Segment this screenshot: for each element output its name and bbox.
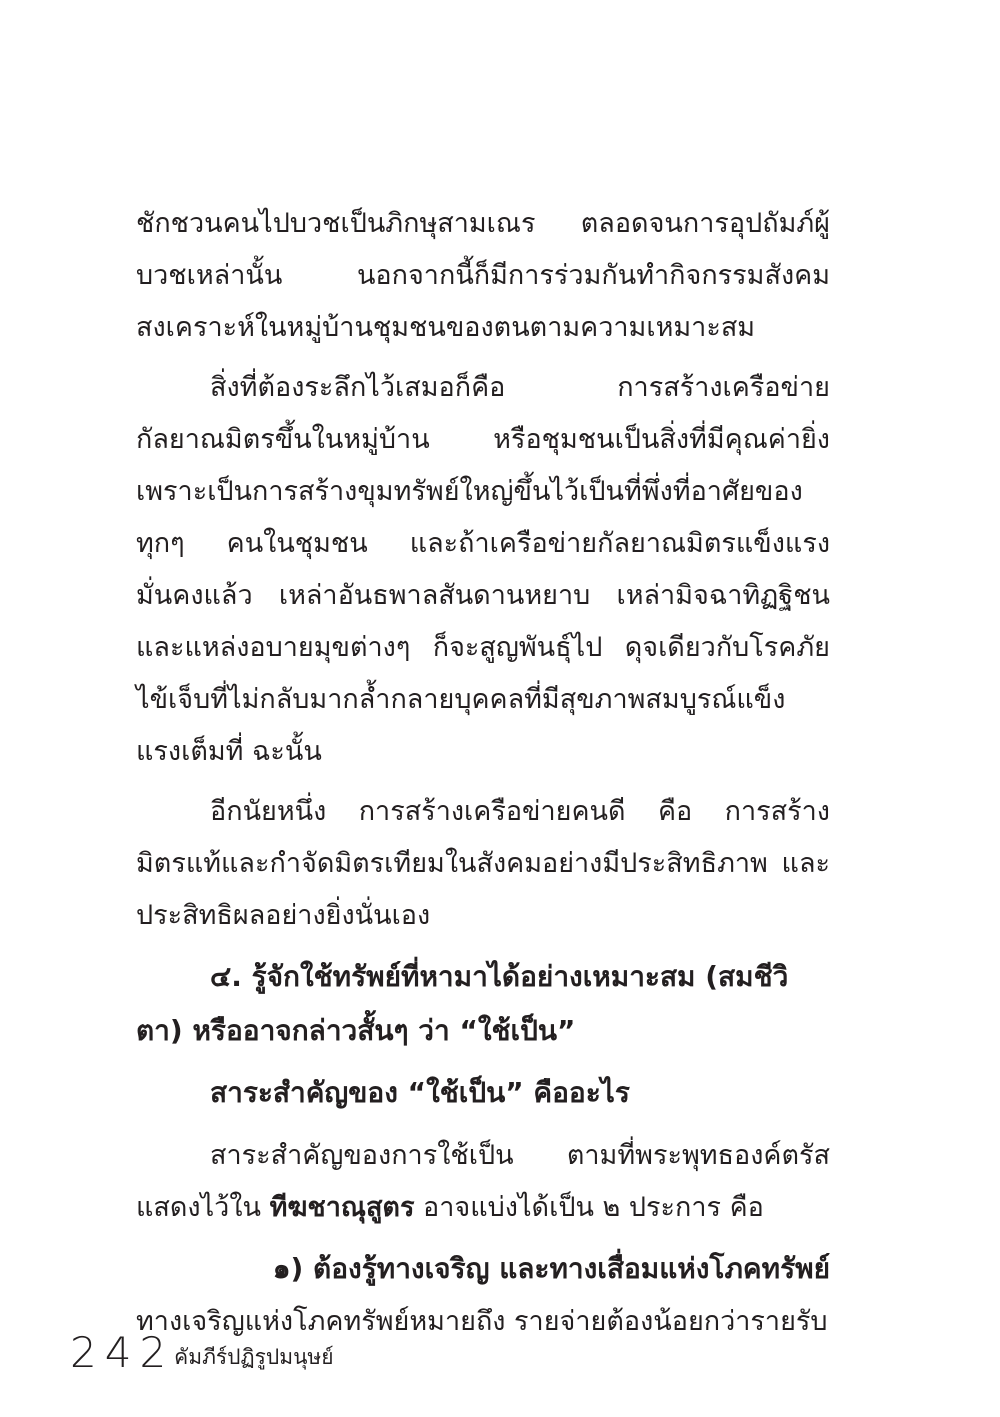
item-1-heading: ๑) ต้องรู้ทางเจริญ และทางเสื่อมแห่งโภคทรัพย์: [272, 1252, 830, 1285]
sutta-name: ทีฆชาณุสูตร: [269, 1192, 415, 1223]
paragraph-4-before: สาระสำคัญของการใช้เป็น ตามที่พระพุทธองค์ตรัสแสดงไว้ใน: [136, 1140, 830, 1223]
paragraph-4: [136, 1130, 830, 1234]
last-line: ทางเจริญแห่งโภคทรัพย์หมายถึง รายจ่ายต้องน้อยกว่ารายรับ: [136, 1306, 828, 1337]
subheading: สาระสำคัญของ “ใช้เป็น” คืออะไร: [210, 1076, 630, 1109]
book-title: คัมภีร์ปฏิรูปมนุษย์: [174, 1345, 334, 1369]
paragraph-4-after: อาจแบ่งได้เป็น ๒ ประการ คือ: [414, 1192, 764, 1223]
page-body: [136, 198, 830, 1356]
page-number: 242: [70, 1328, 175, 1377]
page-footer: [70, 1320, 334, 1376]
paragraph-2: สิ่งที่ต้องระลึกไว้เสมอก็คือ การสร้างเครือข่ายกัลยาณมิตรขึ้นในหมู่บ้าน หรือชุมชนเป็นสิ่งที่มีคุณค่ายิ่ง เพราะเป็นการสร้างขุมทรัพย์ใหญ่ขึ้นไว้เป็นที่พึ่งที่อาศัยของทุกๆ คนในชุมชน และถ้าเครือข่ายกัลยาณมิตรแข็งแรงมั่นคงแล้ว เหล่าอันธพาลสันดานหยาบ เหล่ามิจฉาทิฏฐิชน และแหล่งอบายมุขต่างๆ ก็จะสูญพันธุ์ไป ดุจเดียวกับโรคภัยไข้เจ็บที่ไม่กลับมากล้ำกลายบุคคลที่มีสุขภาพสมบูรณ์แข็งแรงเต็มที่ ฉะนั้น: [136, 372, 830, 767]
paragraph-1: ชักชวนคนไปบวชเป็นภิกษุสามเณร ตลอดจนการอุปถัมภ์ผู้บวชเหล่านั้น นอกจากนี้ก็มีการร่วมกันทำกิจกรรมสังคม สงเคราะห์ในหมู่บ้านชุมชนของตนตามความเหมาะสม: [136, 208, 830, 343]
paragraph-3: อีกนัยหนึ่ง การสร้างเครือข่ายคนดี คือ การสร้างมิตรแท้และกำจัดมิตรเทียมในสังคมอย่างมีประสิทธิภาพ และประสิทธิผลอย่างยิ่งนั่นเอง: [136, 796, 830, 931]
section-heading: ๔. รู้จักใช้ทรัพย์ที่หามาได้อย่างเหมาะสม (สมชีวิตา) หรืออาจกล่าวสั้นๆ ว่า “ใช้เป็น”: [136, 960, 789, 1047]
